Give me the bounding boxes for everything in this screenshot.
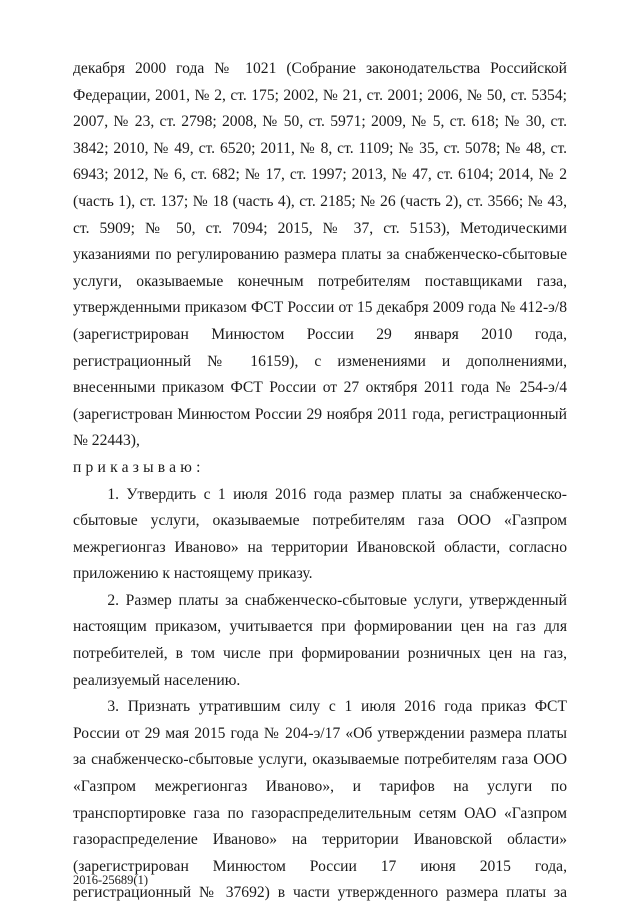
order-word: приказываю:	[73, 458, 205, 476]
preamble-paragraph: декабря 2000 года № 1021 (Собрание законодательства Российской Федерации, 2001, № 2, ст. 175; 2002, № 21, ст. 2001; 2006, № 50, ст. 5354; 2007, № 23, ст. 2798; 2008, № 50, ст. 5971; 2009, № 5, ст. 618; № 30, ст. 3842; 2010, № 49, ст. 6520; 2011, № 8, ст. 1109; № 35, ст. 5078; № 48, ст. 6943; 2012, № 6, ст. 682; № 17, ст. 1997; 2013, № 47, ст. 6104; 2014, № 2 (часть 1), ст. 137; № 18 (часть 4), ст. 2185; № 26 (часть 2), ст. 3566; № 43, ст. 5909; № 50, ст. 7094; 2015, № 37, ст. 5153), Методическими указаниями по регулированию размера платы за снабженческо-сбытовые услуги, оказываемые конечным потребителям поставщиками газа, утвержденными приказом ФСТ России от 15 декабря 2009 года № 412-э/8 (зарегистрирован Минюстом России 29 января 2010 года, регистрационный № 16159), с изменениями и дополнениями, внесенными приказом ФСТ России от 27 октября 2011 года № 254-э/4 (зарегистрован Минюстом России 29 ноября 2011 года, регистрационный № 22443),	[73, 60, 567, 450]
document-code-footer: 2016-25689(1)	[73, 873, 148, 887]
clause-2-paragraph: 2. Размер платы за снабженческо-сбытовые услуги, утвержденный настоящим приказом, учитывается при формировании цен на газ для потребителей, в том числе при формировании розничных цен на газ, реализуемый населению.	[73, 591, 567, 689]
document-body	[73, 56, 567, 907]
clause-3-paragraph: 3. Признать утратившим силу с 1 июля 2016 года приказ ФСТ России от 29 мая 2015 года № 204-э/17 «Об утверждении размера платы за снабженческо-сбытовые услуги, оказываемые потребителям газа ООО «Газпром межрегионгаз Иваново», и тарифов на услуги по транспортировке газа по газораспределительным сетям ОАО «Газпром газораспределение Иваново» на территории Ивановской области» (зарегистрирован Минюстом России 17 июня 2015 года, регистрационный № 37692) в части утвержденного размера платы за	[73, 698, 567, 902]
clause-1-paragraph: 1. Утвердить с 1 июля 2016 года размер платы за снабженческо-сбытовые услуги, оказываемые потребителям газа ООО «Газпром межрегионгаз Иваново» на территории Ивановской области, согласно приложению к настоящему приказу.	[73, 485, 567, 583]
